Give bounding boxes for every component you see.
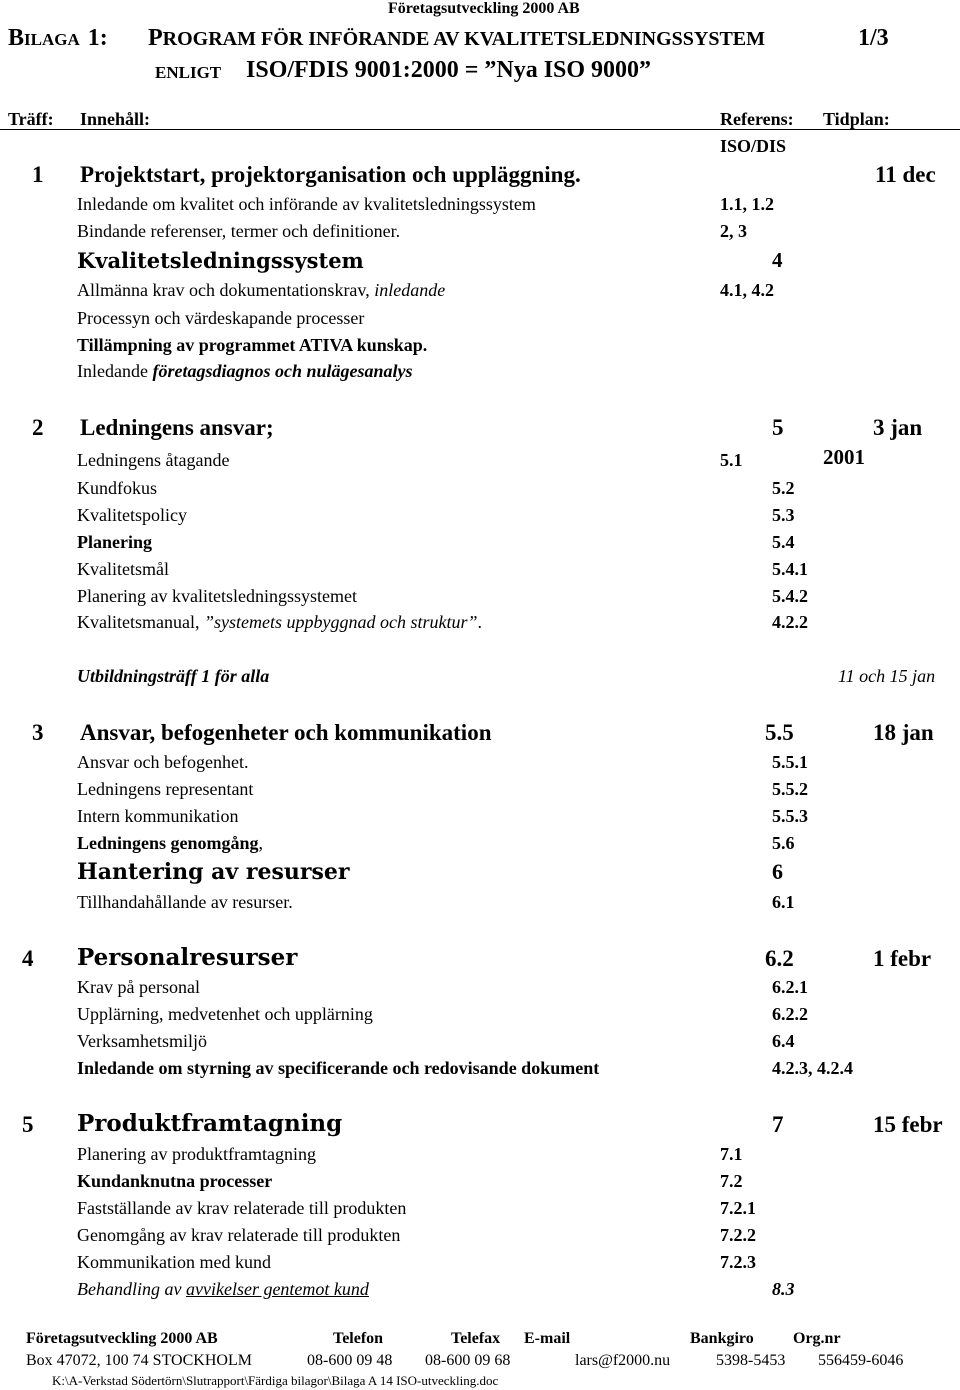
section1-item: Inledande om kvalitet och införande av kvalitetsledningssystem [77,194,536,214]
footer-label-company: Företagsutveckling 2000 AB [26,1330,218,1347]
footer-label-telefon: Telefon [333,1330,384,1347]
footer-bankgiro: 5398-5453 [716,1352,786,1369]
section5-item: Kundanknutna processer [77,1171,273,1191]
program-title [148,26,765,50]
allmanna-italic: inledande [374,280,446,300]
section3-item: Intern kommunikation [77,806,239,826]
inledande-diagnos [77,362,413,380]
kvalitetsmanual [77,613,482,631]
section4-number: 4 [22,946,34,971]
section5-item: Planering av produktframtagning [77,1144,316,1164]
manual-italic: ”systemets uppbyggnad och struktur” [203,612,478,632]
section5-item-ref: 7.2 [720,1171,743,1191]
section1-item: Bindande referenser, termer och definitioner. [77,221,401,241]
section3-item-ref: 5.5.3 [772,806,808,826]
section4-item: Upplärning, medvetenhet och upplärning [77,1004,373,1024]
bilaga-rest: ILAGA [24,30,80,49]
section5-item-ref: 7.2.3 [720,1252,756,1272]
section2-item-ref: 5.1 [720,450,743,470]
section4-item: Verksamhetsmiljö [77,1031,207,1051]
kvalitetsmanual-ref: 4.2.2 [772,612,808,632]
tillhandahallande: Tillhandahållande av resurser. [77,892,293,912]
program-rest: ROGRAM FÖR INFÖRANDE AV KVALITETSLEDNINGSSYSTEM [162,28,766,50]
section3-item-ref: 5.5.1 [772,752,808,772]
section3-item-ref: 5.5.2 [772,779,808,799]
bilaga-number: 1: [87,25,108,51]
section2-item-ref: 5.3 [772,505,795,525]
section2-item-ref: 5.2 [772,478,795,498]
section5-item: Genomgång av krav relaterade till produkten [77,1225,401,1245]
standard-title: ISO/FDIS 9001:2000 = ”Nya ISO 9000” [246,57,652,83]
genomgang-comma: , [258,833,264,853]
styrning-dokument-ref: 4.2.3, 4.2.4 [772,1058,853,1078]
utbildningstraff: Utbildningsträff 1 för alla [77,666,270,686]
section5-date: 15 febr [873,1112,943,1137]
section3-number: 3 [32,720,44,745]
section2-number: 2 [32,415,44,440]
col-innehall: Innehåll: [80,109,151,129]
inledande-text: Inledande [77,361,153,381]
section2-item: Kvalitetsmål [77,559,169,579]
section4-ref: 6.2 [765,946,794,971]
hantering-resurser-ref: 6 [772,859,783,884]
company-header: Företagsutveckling 2000 AB [388,0,580,17]
section2-item: Planering av kvalitetsledningssystemet [77,586,357,606]
allmanna-text: Allmänna krav och dokumentationskrav, [77,280,375,300]
behandling-avvikelser [77,1280,369,1298]
section2-item-ref: 5.4.1 [772,559,808,579]
program-initial: P [148,25,163,51]
behandling-text: Behandling av [77,1279,186,1299]
ledningens-genomgang [77,834,263,852]
footer-label-telefax: Telefax [451,1330,501,1347]
footer-telefax: 08-600 09 68 [425,1352,511,1369]
section5-item-ref: 7.2.1 [720,1198,756,1218]
section3-ref: 5.5 [765,720,794,745]
header-rule [0,129,960,130]
kls-ref: 4 [772,248,783,272]
col-traff: Träff: [8,109,54,129]
section1-number: 1 [32,162,44,187]
page-number: 1/3 [858,25,889,51]
section5-ref: 7 [772,1112,784,1137]
manual-text: Kvalitetsmanual, [77,612,204,632]
section4-date: 1 febr [873,946,932,971]
inledande-italic: företagsdiagnos och nulägesanalys [152,361,413,381]
section2-title: Ledningens ansvar; [80,415,274,440]
section3-item: Ledningens representant [77,779,254,799]
section5-item-ref: 7.2.2 [720,1225,756,1245]
allmanna-krav [77,281,445,299]
behandling-ref: 8.3 [772,1279,795,1299]
section2-year: 2001 [823,445,865,469]
section3-title: Ansvar, befogenheter och kommunikation [80,720,492,745]
section1-item-ref: 1.1, 1.2 [720,194,774,214]
section5-item-ref: 7.1 [720,1144,743,1164]
section2-item-ref: 5.4 [772,532,795,552]
tillampning: Tillämpning av programmet ATIVA kunskap. [77,335,428,355]
section1-date: 11 dec [875,162,936,187]
manual-period: . [477,612,482,632]
footer-address: Box 47072, 100 74 STOCKHOLM [26,1352,252,1369]
utbildningstraff-date: 11 och 15 jan [838,666,936,686]
allmanna-ref: 4.1, 4.2 [720,280,774,300]
bilaga-initial: B [8,25,25,51]
section4-item: Krav på personal [77,977,200,997]
section1-item-ref: 2, 3 [720,221,747,241]
section4-item-ref: 6.2.2 [772,1004,808,1024]
section4-item-ref: 6.4 [772,1031,795,1051]
section5-item: Fastställande av krav relaterade till produkten [77,1198,407,1218]
footer-telefon: 08-600 09 48 [307,1352,393,1369]
ledningens-genomgang-ref: 5.6 [772,833,795,853]
bilaga-label [8,26,108,50]
footer-label-bankgiro: Bankgiro [690,1330,754,1347]
styrning-dokument: Inledande om styrning av specificerande och redovisande dokument [77,1058,600,1078]
genomgang-text: Ledningens genomgång [77,833,259,853]
footer-email[interactable]: lars@f2000.nu [575,1352,671,1369]
section1-title: Projektstart, projektorganisation och uppläggning. [80,162,581,187]
section5-number: 5 [22,1112,34,1137]
section5-title: Produktframtagning [77,1110,343,1137]
section2-item: Ledningens åtagande [77,450,230,470]
col-tidplan: Tidplan: [823,109,890,129]
footer-orgnr: 556459-6046 [818,1352,904,1369]
footer-label-email: E-mail [524,1330,571,1347]
kls-title: Kvalitetsledningssystem [77,248,364,273]
section4-item-ref: 6.2.1 [772,977,808,997]
processyn: Processyn och värdeskapande processer [77,308,365,328]
section2-item: Planering [77,532,152,552]
tillhandahallande-ref: 6.1 [772,892,795,912]
enligt-label: ENLIGT [155,63,222,82]
col-referens: Referens: [720,109,794,129]
section4-title: Personalresurser [77,944,298,971]
col-referens-sub: ISO/DIS [720,136,787,156]
footer-file-path: K:\A-Verkstad Södertörn\Slutrapport\Färdiga bilagor\Bilaga A 14 ISO-utveckling.doc [52,1373,499,1388]
section3-date: 18 jan [873,720,934,745]
behandling-underlined: avvikelser gentemot kund [185,1279,369,1299]
section2-ref: 5 [772,415,784,440]
section2-item-ref: 5.4.2 [772,586,808,606]
section2-item: Kundfokus [77,478,157,498]
hantering-resurser: Hantering av resurser [77,859,350,885]
section2-date: 3 jan [873,415,923,440]
section5-item: Kommunikation med kund [77,1252,271,1272]
footer-label-orgnr: Org.nr [793,1330,841,1347]
section2-item: Kvalitetspolicy [77,505,187,525]
section3-item: Ansvar och befogenhet. [77,752,249,772]
